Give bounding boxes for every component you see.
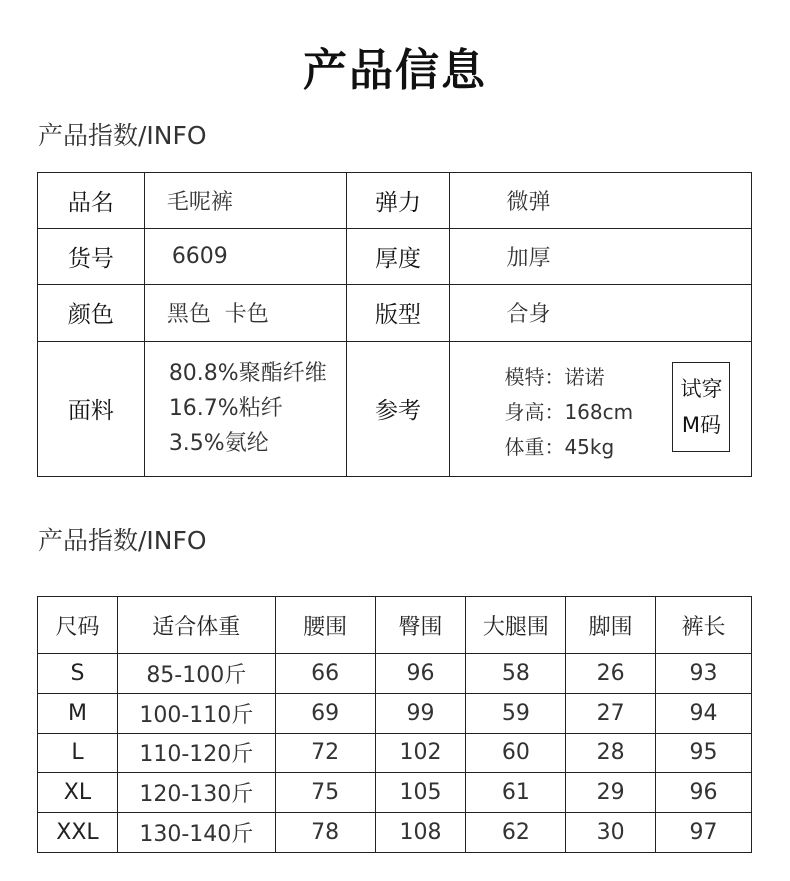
reference-value [450,341,752,476]
table-row [38,813,752,853]
ankle-cell: 28 [566,733,656,773]
info-row-name [38,173,752,229]
size-cell: S [38,654,118,694]
length-cell: 95 [656,733,752,773]
thickness-value: 加厚 [450,229,752,285]
fabric-label: 面料 [38,341,145,476]
fabric-line: 3.5%氨纶 [168,431,269,457]
weight-cell: 120-130斤 [117,773,275,813]
waist-cell: 78 [275,813,375,853]
weight-cell: 110-120斤 [117,733,275,773]
fit-label: 版型 [346,285,450,341]
thigh-cell: 59 [466,693,566,733]
header-thigh: 大腿围 [466,597,566,654]
try-on-size-box [672,362,730,452]
fit-value: 合身 [450,285,752,341]
model-info [504,360,633,465]
waist-cell: 72 [275,733,375,773]
hip-cell: 99 [375,693,466,733]
table-row [38,773,752,813]
weight-cell: 130-140斤 [117,813,275,853]
length-cell: 94 [656,693,752,733]
length-cell: 93 [656,654,752,694]
header-size: 尺码 [38,597,118,654]
elastic-label: 弹力 [346,173,450,229]
ankle-cell: 30 [566,813,656,853]
header-waist: 腰围 [275,597,375,654]
waist-cell: 75 [275,773,375,813]
sku-label: 货号 [38,229,145,285]
product-info-table [37,172,752,477]
size-cell: XXL [38,813,118,853]
length-cell: 96 [656,773,752,813]
length-cell: 97 [656,813,752,853]
size-table [37,596,752,853]
header-ankle: 脚围 [566,597,656,654]
hip-cell: 105 [375,773,466,813]
waist-cell: 66 [275,654,375,694]
model-weight: 体重：45kg [504,434,615,459]
info-row-color [38,285,752,341]
color-label: 颜色 [38,285,145,341]
weight-cell: 85-100斤 [117,654,275,694]
fabric-value [144,341,346,476]
model-name: 模特：诺诺 [504,364,605,389]
thigh-cell: 58 [466,654,566,694]
thigh-cell: 60 [466,733,566,773]
header-length: 裤长 [656,597,752,654]
header-hip: 臀围 [375,597,466,654]
weight-cell: 100-110斤 [117,693,275,733]
elastic-value: 微弹 [450,173,752,229]
info-row-fabric [38,341,752,476]
try-on-size: M码 [681,412,722,437]
sku-value: 6609 [144,229,346,285]
thigh-cell: 61 [466,773,566,813]
hip-cell: 96 [375,654,466,694]
table-row [38,654,752,694]
thickness-label: 厚度 [346,229,450,285]
thigh-cell: 62 [466,813,566,853]
fabric-line: 16.7%粘纤 [168,396,283,422]
try-on-label: 试穿 [680,376,723,401]
ankle-cell: 26 [566,654,656,694]
size-cell: M [38,693,118,733]
section-title-size-info: 产品指数/INFO [38,526,207,555]
size-table-header [38,597,752,654]
hip-cell: 102 [375,733,466,773]
hip-cell: 108 [375,813,466,853]
table-row [38,733,752,773]
reference-label: 参考 [346,341,450,476]
waist-cell: 69 [275,693,375,733]
fabric-line: 80.8%聚酯纤维 [168,361,327,387]
size-cell: L [38,733,118,773]
info-row-sku [38,229,752,285]
table-row [38,693,752,733]
ankle-cell: 29 [566,773,656,813]
name-value: 毛呢裤 [144,173,346,229]
header-weight: 适合体重 [117,597,275,654]
ankle-cell: 27 [566,693,656,733]
color-value: 黑色 卡色 [144,285,346,341]
model-height: 身高：168cm [504,399,634,424]
name-label: 品名 [38,173,145,229]
size-cell: XL [38,773,118,813]
section-title-product-info: 产品指数/INFO [38,121,207,150]
page-title: 产品信息 [303,45,487,96]
